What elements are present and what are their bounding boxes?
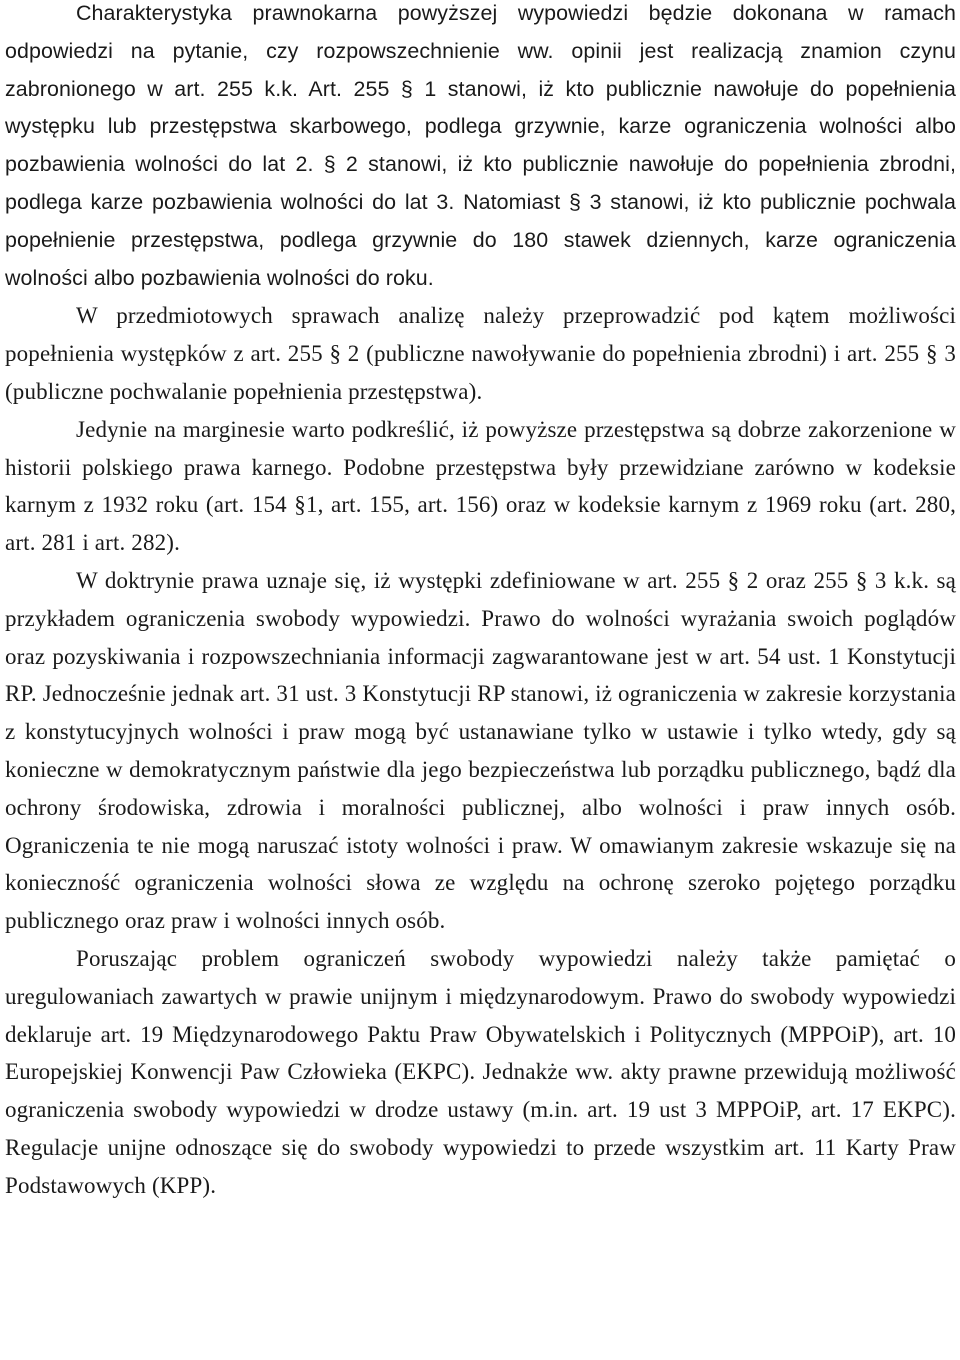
- paragraph-art-255-characteristics: Charakterystyka prawnokarna powyższej wypowiedzi będzie dokonana w ramach odpowiedzi na pytanie, czy rozpowszechnienie ww. opinii jest realizacją znamion czynu zabronionego w art. 255 k.k. Art. 255 § 1 stanowi, iż kto publicznie nawołuje do popełnienia występku lub przestępstwa skarbowego, podlega grzywnie, karze ograniczenia wolności albo pozbawienia wolności do lat 2. § 2 stanowi, iż kto publicznie nawołuje do popełnienia zbrodni, podlega karze pozbawienia wolności do lat 3. Natomiast § 3 stanowi, iż kto publicznie pochwala popełnienie przestępstwa, podlega grzywnie do 180 stawek dziennych, karze ograniczenia wolności albo pozbawienia wolności do roku.: [5, 1, 956, 290]
- paragraph-international-law: Poruszając problem ograniczeń swobody wypowiedzi należy także pamiętać o uregulowaniach zawartych w prawie unijnym i międzynarodowym. Prawo do swobody wypowiedzi deklaruje art. 19 Międzynarodowego Paktu Praw Obywatelskich i Politycznych (MPPOiP), art. 10 Europejskiej Konwencji Paw Człowieka (EKPC). Jednakże ww. akty prawne przewidują możliwość ograniczenia swobody wypowiedzi w drodze ustawy (m.in. art. 19 ust 3 MPPOiP, art. 17 EKPC). Regulacje unijne odnoszące się do swobody wypowiedzi to przede wszystkim art. 11 Karty Praw Podstawowych (KPP).: [5, 945, 956, 1198]
- paragraph-historical-background: Jedynie na marginesie warto podkreślić, iż powyższe przestępstwa są dobrze zakorzenione w historii polskiego prawa karnego. Podobne przestępstwa były przewidziane zarówno w kodeksie karnym z 1932 roku (art. 154 §1, art. 155, art. 156) oraz w kodeksie karnym z 1969 roku (art. 280, art. 281 i art. 282).: [5, 416, 956, 556]
- paragraph-constitutional-limits: W doktrynie prawa uznaje się, iż występki zdefiniowane w art. 255 § 2 oraz 255 § 3 k.k. są przykładem ograniczenia swobody wypowiedzi. Prawo do wolności wyrażania swoich poglądów oraz pozyskiwania i rozpowszechniania informacji zagwarantowane jest w art. 54 ust. 1 Konstytucji RP. Jednocześnie jednak art. 31 ust. 3 Konstytucji RP stanowi, iż ograniczenia w zakresie korzystania z konstytucyjnych wolności i praw mogą być ustanawiane tylko w ustawie i tylko wtedy, gdy są konieczne w demokratycznym państwie dla jego bezpieczeństwa lub porządku publicznego, bądź dla ochrony środowiska, zdrowia i moralności publicznej, albo wolności i praw innych osób. Ograniczenia te nie mogą naruszać istoty wolności i praw. W omawianym zakresie wskazuje się na konieczność ograniczenia wolności słowa ze względu na ochronę szeroko pojętego porządku publicznego oraz praw i wolności innych osób.: [5, 567, 956, 934]
- paragraph-analysis-scope: W przedmiotowych sprawach analizę należy przeprowadzić pod kątem możliwości popełnienia występków z art. 255 § 2 (publiczne nawoływanie do popełnienia zbrodni) i art. 255 § 3 (publiczne pochwalanie popełnienia przestępstwa).: [5, 303, 956, 404]
